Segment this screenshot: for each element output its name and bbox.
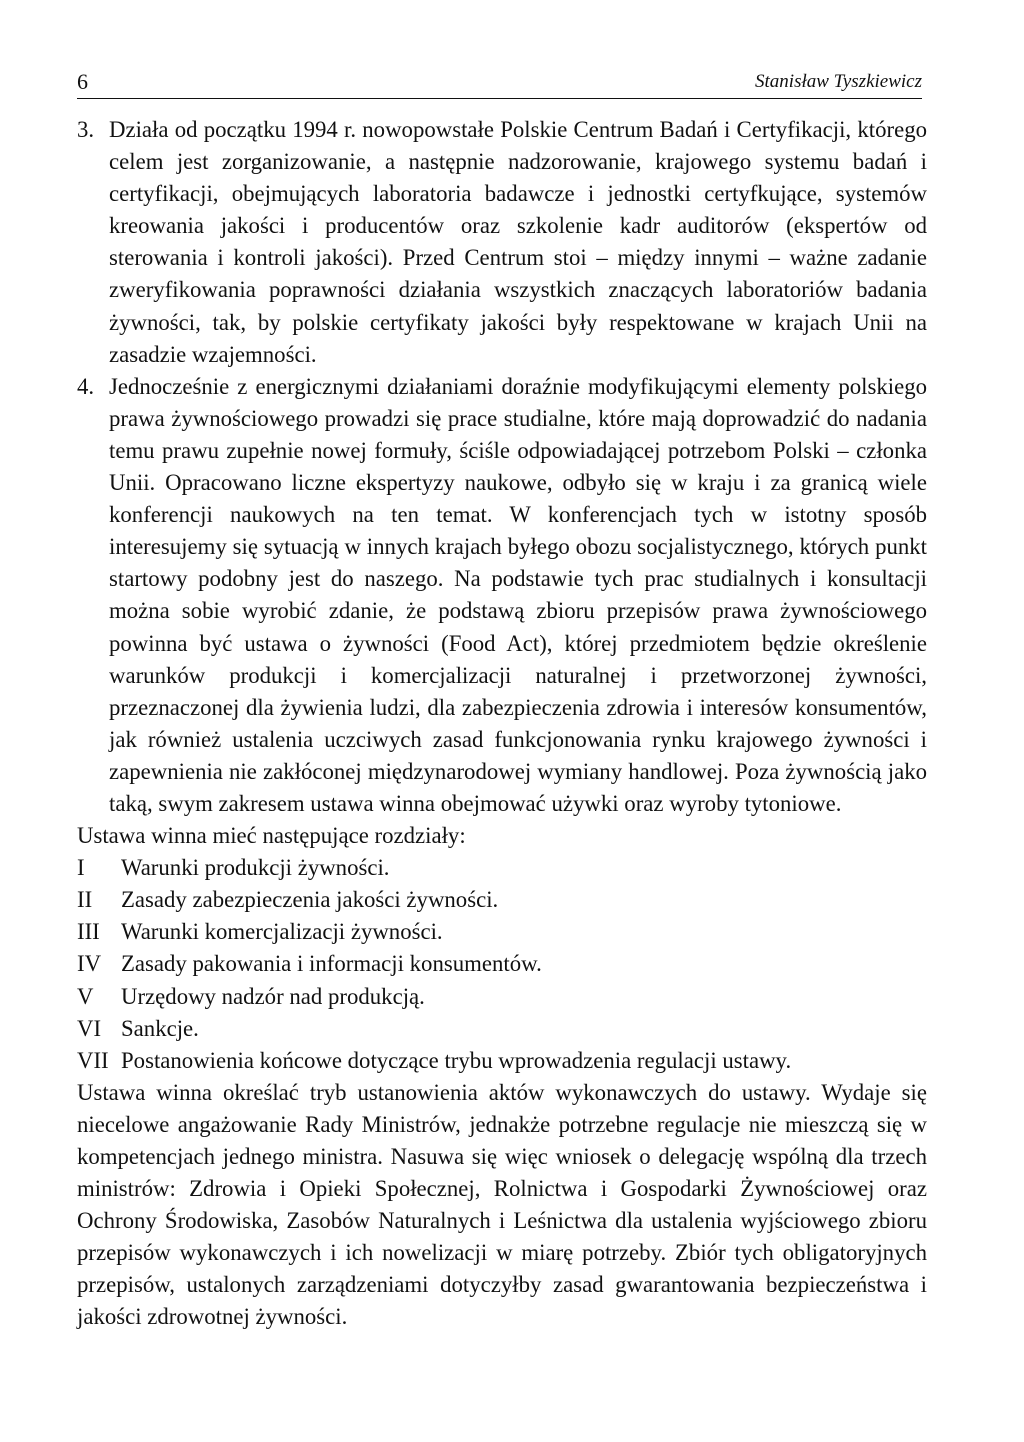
chapter-numeral: II — [77, 887, 93, 913]
paragraph-number: 3. — [77, 117, 95, 142]
paragraph-3 — [77, 114, 927, 371]
chapter-item — [77, 884, 927, 916]
chapter-numeral: IV — [77, 951, 102, 977]
page-number: 6 — [77, 69, 88, 94]
page-header — [77, 68, 922, 99]
numbered-paragraph-4 — [77, 371, 927, 820]
running-head-author: Stanisław Tyszkiewicz — [755, 71, 922, 92]
chapter-item — [77, 981, 927, 1013]
chapter-numeral: VII — [77, 1047, 109, 1073]
chapter-numeral: I — [77, 855, 85, 881]
chapter-numeral: III — [77, 919, 100, 945]
paragraph-number: 4. — [77, 373, 95, 399]
closing-paragraph: Ustawa winna określać tryb ustanowienia aktów wykonawczych do ustawy. Wydaje się niecelowe angażowanie Rady Ministrów, jednakże potrzebne regulacje nie mieszczą się w kompetencjach jednego ministra. Nasuwa się więc wniosek o delegację wspólną dla trzech ministrów: Zdrowia i Opieki Społecznej, Rolnictwa i Gospodarki Żywnościowej oraz Ochrony Środowiska, Zasobów Naturalnych i Leśnictwa dla ustalenia wyjściowego zbioru przepisów wykonawczych i ich nowelizacji w miarę potrzeby. Zbiór tych obligatoryjnych przepisów, ustalonych zarządzeniami dotyczyłby zasad gwarantowania bezpieczeństwa i jakości zdrowotnej żywności. — [77, 1079, 927, 1330]
chapter-title: Zasady zabezpieczenia jakości żywności. — [121, 887, 499, 913]
chapter-item — [77, 948, 927, 980]
numbered-paragraph-3 — [77, 114, 927, 371]
chapter-title: Warunki komercjalizacji żywności. — [121, 919, 443, 945]
chapter-item — [77, 1013, 927, 1045]
chapter-item — [77, 852, 927, 884]
paragraph-4 — [77, 371, 927, 820]
chapter-numeral: VI — [77, 1015, 102, 1041]
chapter-title: Urzędowy nadzór nad produkcją. — [121, 983, 425, 1009]
chapters-intro: Ustawa winna mieć następujące rozdziały: — [77, 823, 466, 849]
chapter-numeral: V — [77, 983, 94, 1009]
chapter-item — [77, 916, 927, 948]
body-text — [77, 114, 927, 1334]
paragraph-text: Jednocześnie z energicznymi działaniami doraźnie modyfikującymi elementy polskiego prawa żywnościowego prowadzi się prace studialne, które mają doprowadzić do nadania temu prawu zupełnie nowej formuły, ściśle odpowiadającej potrzebom Polski – członka Unii. Opracowano liczne ekspertyzy naukowe, odbyło się w kraju i za granicą wiele konferencji naukowych na ten temat. W konferencjach tych w istotny sposób interesujemy się sytuacją w innych krajach byłego obozu socjalistycznego, których punkt startowy podobny jest do naszego. Na podstawie tych prac studialnych i konsultacji można sobie wyrobić zdanie, że podstawą zbioru przepisów prawa żywnościowego powinna być ustawa o żywności (Food Act), której przedmiotem będzie określenie warunków produkcji i komercjalizacji naturalnej i przetworzonej żywności, przeznaczonej dla żywienia ludzi, dla zabezpieczenia zdrowia i interesów konsumentów, jak również ustalenia uczciwych zasad funkcjonowania rynku krajowego żywności i zapewnienia nie zakłóconej międzynarodowej wymiany handlowej. Poza żywnością jako taką, swym zakresem ustawa winna obejmować używki oraz wyroby tytoniowe. — [109, 373, 927, 816]
paragraph-text: Działa od początku 1994 r. nowopowstałe Polskie Centrum Badań i Certyfikacji, którego celem jest zorganizowanie, a następnie nadzorowanie, krajowego systemu badań i certyfikacji, obejmujących laboratoria badawcze i jednostki certyfkujące, systemów kreowania jakości i producentów oraz szkolenie kadr auditorów (ekspertów od sterowania i kontroli jakości). Przed Centrum stoi – między innymi – ważne zadanie zweryfikowania poprawności działania wszystkich znaczących laboratoriów badania żywności, tak, by polskie certyfikaty jakości były respektowane w krajach Unii na zasadzie wzajemności. — [109, 117, 927, 367]
chapter-title: Warunki produkcji żywności. — [121, 855, 390, 881]
chapter-title: Sankcje. — [121, 1015, 199, 1041]
chapter-title: Postanowienia końcowe dotyczące trybu wprowadzenia regulacji ustawy. — [121, 1047, 792, 1073]
chapter-list — [77, 852, 927, 1077]
chapter-item — [77, 1045, 927, 1077]
chapter-title: Zasady pakowania i informacji konsumentów. — [121, 951, 542, 977]
